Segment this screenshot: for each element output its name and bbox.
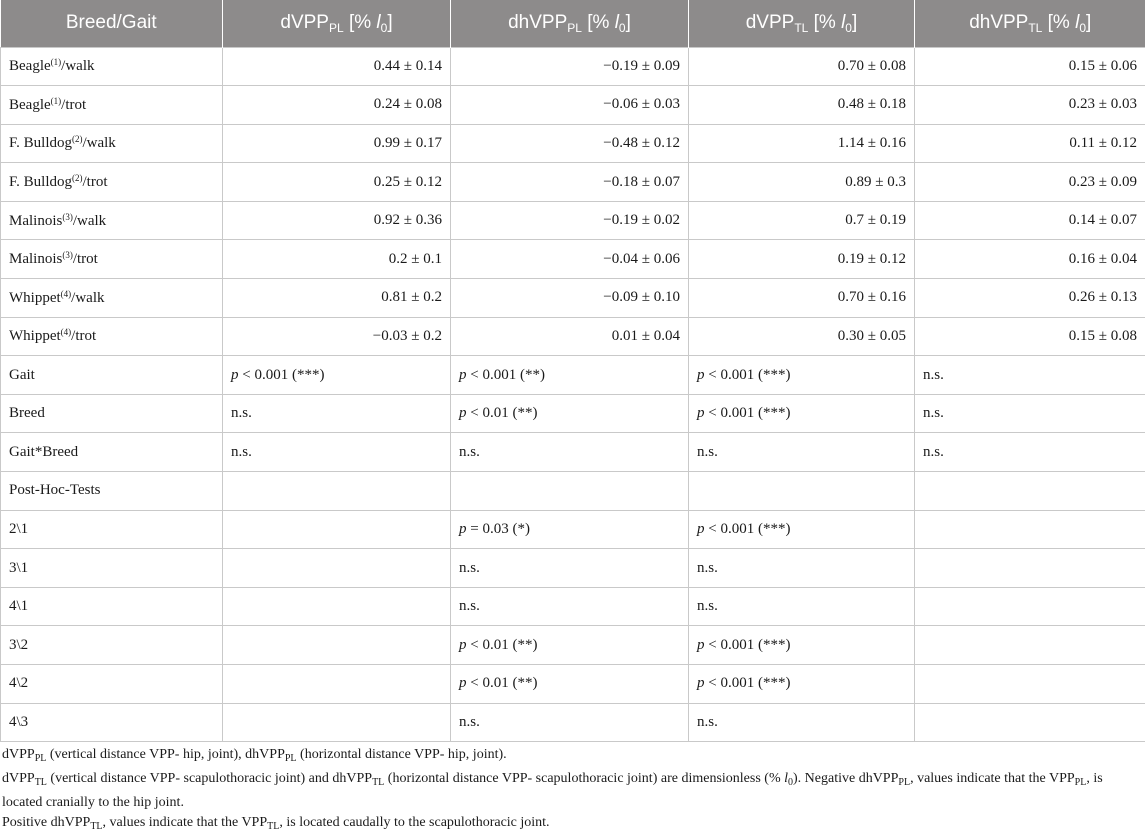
table-row <box>1 703 1145 742</box>
breed-name: F. Bulldog <box>9 135 72 151</box>
gait-name: /trot <box>73 251 98 267</box>
stat-cell <box>451 549 689 588</box>
stat-cell <box>689 433 915 472</box>
table-row <box>1 240 1145 279</box>
footnote-text: ). Negative dhVPP <box>793 771 898 786</box>
gait-name: /trot <box>71 328 96 344</box>
breed-reference: (2) <box>72 173 83 183</box>
row-label <box>1 47 223 86</box>
footnote-text: , values indicate that the VPP <box>910 771 1075 786</box>
stat-text: n.s. <box>923 405 944 421</box>
value-cell: 0.01 ± 0.04 <box>451 317 689 356</box>
stat-text: < 0.001 (***) <box>705 521 791 537</box>
header-sub: TL <box>794 21 808 35</box>
header-dhvpp-tl <box>915 0 1145 47</box>
stat-cell <box>451 510 689 549</box>
value-cell: −0.03 ± 0.2 <box>223 317 451 356</box>
stat-text: n.s. <box>231 405 252 421</box>
stat-text: < 0.001 (***) <box>239 367 325 383</box>
header-unit: [% <box>814 12 841 33</box>
header-unit-close: ] <box>626 12 631 33</box>
stat-text: n.s. <box>923 367 944 383</box>
row-label <box>1 124 223 163</box>
stat-cell <box>689 626 915 665</box>
value-cell: 0.48 ± 0.18 <box>689 86 915 125</box>
value-cell: −0.18 ± 0.07 <box>451 163 689 202</box>
breed-reference: (3) <box>62 250 73 260</box>
stat-text: < 0.001 (***) <box>705 405 791 421</box>
stat-cell <box>915 587 1145 626</box>
table-row <box>1 394 1145 433</box>
stat-text: < 0.001 (**) <box>467 367 545 383</box>
stat-cell <box>689 472 915 511</box>
header-dhvpp-pl <box>451 0 689 47</box>
value-cell: −0.06 ± 0.03 <box>451 86 689 125</box>
breed-reference: (1) <box>51 57 62 67</box>
stat-cell <box>689 549 915 588</box>
footnote-text: , is located cranially to the hip joint. <box>2 771 1103 810</box>
row-label <box>1 317 223 356</box>
row-label <box>1 279 223 318</box>
row-label: 4\2 <box>1 665 223 704</box>
header-unit-close: ] <box>1086 12 1091 33</box>
value-cell: 0.25 ± 0.12 <box>223 163 451 202</box>
value-cell: 0.7 ± 0.19 <box>689 201 915 240</box>
footnote-subscript: TL <box>372 777 384 788</box>
header-unit-sub: 0 <box>845 21 852 35</box>
value-cell: −0.19 ± 0.02 <box>451 201 689 240</box>
gait-name: /trot <box>61 97 86 113</box>
footnote-text: , is located caudally to the scapulothoracic joint. <box>279 815 549 830</box>
row-label <box>1 86 223 125</box>
stat-cell <box>223 356 451 395</box>
stat-cell <box>451 356 689 395</box>
table-row <box>1 510 1145 549</box>
footnote-line <box>2 813 1145 837</box>
footnote-text: (vertical distance VPP- hip, joint), dhVPP <box>46 747 285 762</box>
header-sub: PL <box>567 21 582 35</box>
value-cell: 0.70 ± 0.08 <box>689 47 915 86</box>
header-unit: [% <box>587 12 614 33</box>
stat-cell <box>689 665 915 704</box>
p-symbol: p <box>697 367 705 383</box>
value-cell: 0.16 ± 0.04 <box>915 240 1145 279</box>
p-symbol: p <box>459 405 467 421</box>
header-unit-close: ] <box>387 12 392 33</box>
gait-name: /trot <box>82 174 107 190</box>
stat-text: < 0.001 (***) <box>705 675 791 691</box>
header-dvpp-pl <box>223 0 451 47</box>
stat-cell <box>915 433 1145 472</box>
header-base: dhVPP <box>508 12 567 33</box>
stat-cell <box>223 587 451 626</box>
table-row <box>1 47 1145 86</box>
stat-cell <box>915 549 1145 588</box>
footnote-subscript: TL <box>267 821 279 832</box>
table-row <box>1 626 1145 665</box>
table-body <box>1 47 1145 742</box>
stat-text: n.s. <box>231 444 252 460</box>
table-row <box>1 279 1145 318</box>
table-row <box>1 201 1145 240</box>
breed-name: Beagle <box>9 97 51 113</box>
stat-cell <box>451 626 689 665</box>
footnote-text: dVPP <box>2 771 35 786</box>
p-symbol: p <box>697 637 705 653</box>
value-cell: 0.92 ± 0.36 <box>223 201 451 240</box>
breed-name: Beagle <box>9 58 51 74</box>
stat-cell <box>689 703 915 742</box>
header-unit-l: l <box>1075 12 1079 33</box>
stat-cell <box>223 394 451 433</box>
header-base: dVPP <box>280 12 329 33</box>
stat-cell <box>689 510 915 549</box>
value-cell: 0.14 ± 0.07 <box>915 201 1145 240</box>
row-label: 3\2 <box>1 626 223 665</box>
p-symbol: p <box>459 521 467 537</box>
header-base: dVPP <box>746 12 795 33</box>
stat-cell <box>915 626 1145 665</box>
row-label <box>1 240 223 279</box>
gait-name: /walk <box>61 58 94 74</box>
header-unit-l: l <box>615 12 619 33</box>
stat-cell <box>451 394 689 433</box>
row-label: 2\1 <box>1 510 223 549</box>
footnote-subscript: TL <box>35 777 47 788</box>
table-footnotes <box>0 742 1145 837</box>
footnote-line <box>2 745 1145 769</box>
table-row <box>1 587 1145 626</box>
table-row <box>1 433 1145 472</box>
footnote-text: (horizontal distance VPP- hip, joint). <box>297 747 507 762</box>
table-row <box>1 317 1145 356</box>
header-unit-l: l <box>841 12 845 33</box>
value-cell: 0.44 ± 0.14 <box>223 47 451 86</box>
value-cell: 0.2 ± 0.1 <box>223 240 451 279</box>
value-cell: 0.70 ± 0.16 <box>689 279 915 318</box>
value-cell: −0.19 ± 0.09 <box>451 47 689 86</box>
table-row <box>1 86 1145 125</box>
stat-cell <box>915 356 1145 395</box>
row-label <box>1 201 223 240</box>
footnote-text: (vertical distance VPP- scapulothoracic joint) and dhVPP <box>47 771 372 786</box>
stat-cell <box>689 356 915 395</box>
row-label: 3\1 <box>1 549 223 588</box>
p-symbol: p <box>697 675 705 691</box>
table-row <box>1 549 1145 588</box>
value-cell: 0.15 ± 0.06 <box>915 47 1145 86</box>
header-unit-sub: 0 <box>1079 21 1086 35</box>
gait-name: /walk <box>82 135 115 151</box>
stat-text: n.s. <box>459 444 480 460</box>
stat-cell <box>915 703 1145 742</box>
footnote-text: (horizontal distance VPP- scapulothoracic joint) are dimensionless (% <box>384 771 784 786</box>
footnote-subscript: PL <box>35 753 47 764</box>
value-cell: 0.99 ± 0.17 <box>223 124 451 163</box>
header-sub: PL <box>329 21 344 35</box>
breed-reference: (4) <box>61 327 72 337</box>
stat-cell <box>915 665 1145 704</box>
value-cell: 0.26 ± 0.13 <box>915 279 1145 318</box>
stat-cell <box>223 665 451 704</box>
stat-text: n.s. <box>697 714 718 730</box>
table-row <box>1 124 1145 163</box>
breed-reference: (4) <box>61 289 72 299</box>
footnote-subscript: TL <box>90 821 102 832</box>
breed-name: Whippet <box>9 328 61 344</box>
breed-name: F. Bulldog <box>9 174 72 190</box>
row-label: 4\1 <box>1 587 223 626</box>
stat-text: < 0.01 (**) <box>467 637 538 653</box>
stat-text: < 0.001 (***) <box>705 637 791 653</box>
breed-name: Whippet <box>9 290 61 306</box>
stat-text: n.s. <box>697 560 718 576</box>
breed-reference: (3) <box>62 212 73 222</box>
stat-text: < 0.01 (**) <box>467 675 538 691</box>
header-sub: TL <box>1028 21 1042 35</box>
stat-text: n.s. <box>923 444 944 460</box>
value-cell: 0.23 ± 0.09 <box>915 163 1145 202</box>
footnote-subscript: PL <box>285 753 297 764</box>
table-row <box>1 665 1145 704</box>
p-symbol: p <box>459 637 467 653</box>
footnote-subscript: PL <box>898 777 910 788</box>
footnote-text: Positive dhVPP <box>2 815 90 830</box>
p-symbol: p <box>459 675 467 691</box>
stat-cell <box>223 703 451 742</box>
header-base: dhVPP <box>969 12 1028 33</box>
header-breed-gait: Breed/Gait <box>1 0 223 47</box>
value-cell: 0.81 ± 0.2 <box>223 279 451 318</box>
stat-cell <box>223 549 451 588</box>
stat-cell <box>689 394 915 433</box>
row-label <box>1 163 223 202</box>
stat-cell <box>451 472 689 511</box>
stat-text: n.s. <box>459 598 480 614</box>
value-cell: −0.09 ± 0.10 <box>451 279 689 318</box>
p-symbol: p <box>459 367 467 383</box>
header-unit-l: l <box>376 12 380 33</box>
footnote-subscript: PL <box>1075 777 1087 788</box>
stat-text: < 0.01 (**) <box>467 405 538 421</box>
p-symbol: p <box>231 367 239 383</box>
header-unit-sub: 0 <box>381 21 388 35</box>
stat-text: n.s. <box>697 598 718 614</box>
value-cell: 0.11 ± 0.12 <box>915 124 1145 163</box>
value-cell: 0.23 ± 0.03 <box>915 86 1145 125</box>
value-cell: −0.04 ± 0.06 <box>451 240 689 279</box>
footnote-italic: l <box>784 771 788 786</box>
stat-cell <box>915 394 1145 433</box>
stat-cell <box>451 703 689 742</box>
table-row <box>1 356 1145 395</box>
value-cell: 0.24 ± 0.08 <box>223 86 451 125</box>
breed-name: Malinois <box>9 213 62 229</box>
stat-cell <box>915 510 1145 549</box>
row-label: 4\3 <box>1 703 223 742</box>
breed-name: Malinois <box>9 251 62 267</box>
stat-text: n.s. <box>459 560 480 576</box>
stat-text: = 0.03 (*) <box>467 521 530 537</box>
row-label: Gait <box>1 356 223 395</box>
footnote-text: dVPP <box>2 747 35 762</box>
stat-cell <box>689 587 915 626</box>
stat-text: < 0.001 (***) <box>705 367 791 383</box>
header-row <box>1 0 1145 47</box>
value-cell: 0.89 ± 0.3 <box>689 163 915 202</box>
stat-text: n.s. <box>459 714 480 730</box>
gait-name: /walk <box>73 213 106 229</box>
stat-cell <box>451 433 689 472</box>
table-row <box>1 472 1145 511</box>
value-cell: 1.14 ± 0.16 <box>689 124 915 163</box>
value-cell: 0.15 ± 0.08 <box>915 317 1145 356</box>
footnote-text: , values indicate that the VPP <box>103 815 268 830</box>
breed-reference: (1) <box>51 96 62 106</box>
breed-reference: (2) <box>72 134 83 144</box>
header-unit-sub: 0 <box>619 21 626 35</box>
table-row <box>1 163 1145 202</box>
stat-cell <box>915 472 1145 511</box>
stat-cell <box>223 510 451 549</box>
stat-cell <box>223 472 451 511</box>
footnote-subscript: 0 <box>788 777 793 788</box>
row-label: Breed <box>1 394 223 433</box>
row-label: Post-Hoc-Tests <box>1 472 223 511</box>
value-cell: −0.48 ± 0.12 <box>451 124 689 163</box>
header-unit-close: ] <box>852 12 857 33</box>
stat-text: n.s. <box>697 444 718 460</box>
p-symbol: p <box>697 521 705 537</box>
gait-name: /walk <box>71 290 104 306</box>
value-cell: 0.30 ± 0.05 <box>689 317 915 356</box>
header-unit: [% <box>349 12 376 33</box>
p-symbol: p <box>697 405 705 421</box>
stat-cell <box>223 433 451 472</box>
header-dvpp-tl <box>689 0 915 47</box>
footnote-line <box>2 769 1145 813</box>
row-label: Gait*Breed <box>1 433 223 472</box>
header-unit: [% <box>1048 12 1075 33</box>
stat-cell <box>451 665 689 704</box>
stat-cell <box>451 587 689 626</box>
value-cell: 0.19 ± 0.12 <box>689 240 915 279</box>
stat-cell <box>223 626 451 665</box>
